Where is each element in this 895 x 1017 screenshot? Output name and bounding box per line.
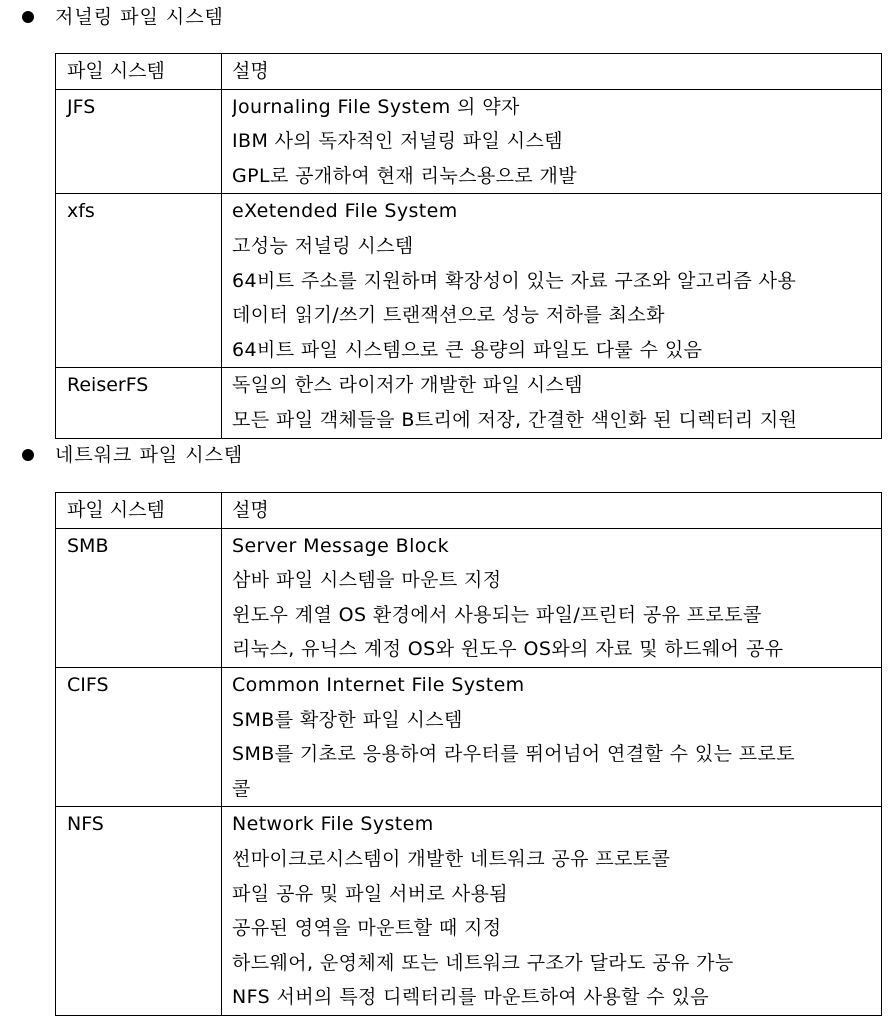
journaling-table <box>55 53 882 439</box>
fs-name: xfs <box>56 194 222 368</box>
header-description: 설명 <box>222 54 882 90</box>
fs-description <box>222 528 882 667</box>
table-row <box>56 194 882 368</box>
network-heading <box>0 438 895 473</box>
description-line: 윈도우 계열 OS 환경에서 사용되는 파일/프린터 공유 프로토콜 <box>232 603 762 626</box>
header-filesystem: 파일 시스템 <box>56 493 222 529</box>
description-line: Network File System <box>232 813 434 836</box>
fs-name: CIFS <box>56 667 222 806</box>
bullet-icon <box>22 449 34 461</box>
bullet-icon <box>22 11 34 23</box>
description-line: 하드웨어, 운영체제 또는 네트워크 구조가 달라도 공유 가능 <box>232 951 734 974</box>
description-line: 고성능 저널링 시스템 <box>232 234 414 257</box>
description-line: IBM 사의 독자적인 저널링 파일 시스템 <box>232 130 563 153</box>
description-line: 독일의 한스 라이저가 개발한 파일 시스템 <box>232 374 584 397</box>
table-row <box>56 368 882 438</box>
description-line: Journaling File System 의 약자 <box>232 95 520 118</box>
description-line: 썬마이크로시스템이 개발한 네트워크 공유 프로토콜 <box>232 847 671 870</box>
journaling-section <box>0 0 895 35</box>
fs-name: ReiserFS <box>56 368 222 438</box>
description-line: Common Internet File System <box>232 673 525 696</box>
fs-description <box>222 368 882 438</box>
description-line: 파일 공유 및 파일 서버로 사용됨 <box>232 882 509 905</box>
description-line: eXetended File System <box>232 200 458 223</box>
header-description: 설명 <box>222 493 882 529</box>
fs-description <box>222 667 882 806</box>
fs-name: SMB <box>56 528 222 667</box>
journaling-heading <box>0 0 895 35</box>
table-row <box>56 667 882 806</box>
network-table <box>55 492 882 1016</box>
description-line: 콜 <box>232 777 251 800</box>
fs-description <box>222 807 882 1016</box>
fs-name: JFS <box>56 89 222 194</box>
description-line: 64비트 주소를 지원하며 확장성이 있는 자료 구조와 알고리즘 사용 <box>232 269 797 292</box>
table-row <box>56 89 882 194</box>
network-section <box>0 438 895 473</box>
description-line: 삼바 파일 시스템을 마운트 지정 <box>232 569 502 592</box>
description-line: GPL로 공개하여 현재 리눅스용으로 개발 <box>232 164 578 187</box>
network-heading-text: 네트워크 파일 시스템 <box>55 444 244 466</box>
description-line: 데이터 읽기/쓰기 트랜잭션으로 성능 저하를 최소화 <box>232 304 665 327</box>
table-row <box>56 807 882 1016</box>
fs-description <box>222 89 882 194</box>
description-line: 공유된 영역을 마운트할 때 지정 <box>232 917 502 940</box>
journaling-heading-text: 저널링 파일 시스템 <box>55 6 224 28</box>
description-line: SMB를 확장한 파일 시스템 <box>232 708 463 731</box>
table-header-row <box>56 493 882 529</box>
description-line: 64비트 파일 시스템으로 큰 용량의 파일도 다룰 수 있음 <box>232 338 703 361</box>
description-line: NFS 서버의 특정 디렉터리를 마운트하여 사용할 수 있음 <box>232 986 709 1009</box>
fs-name: NFS <box>56 807 222 1016</box>
table-row <box>56 528 882 667</box>
fs-description <box>222 194 882 368</box>
description-line: 모든 파일 객체들을 B트리에 저장, 간결한 색인화 된 디렉터리 지원 <box>232 408 798 431</box>
description-line: Server Message Block <box>232 534 450 557</box>
description-line: SMB를 기초로 응용하여 라우터를 뛰어넘어 연결할 수 있는 프로토 <box>232 743 796 766</box>
header-filesystem: 파일 시스템 <box>56 54 222 90</box>
table-header-row <box>56 54 882 90</box>
description-line: 리눅스, 유닉스 계정 OS와 윈도우 OS와의 자료 및 하드웨어 공유 <box>232 638 784 661</box>
